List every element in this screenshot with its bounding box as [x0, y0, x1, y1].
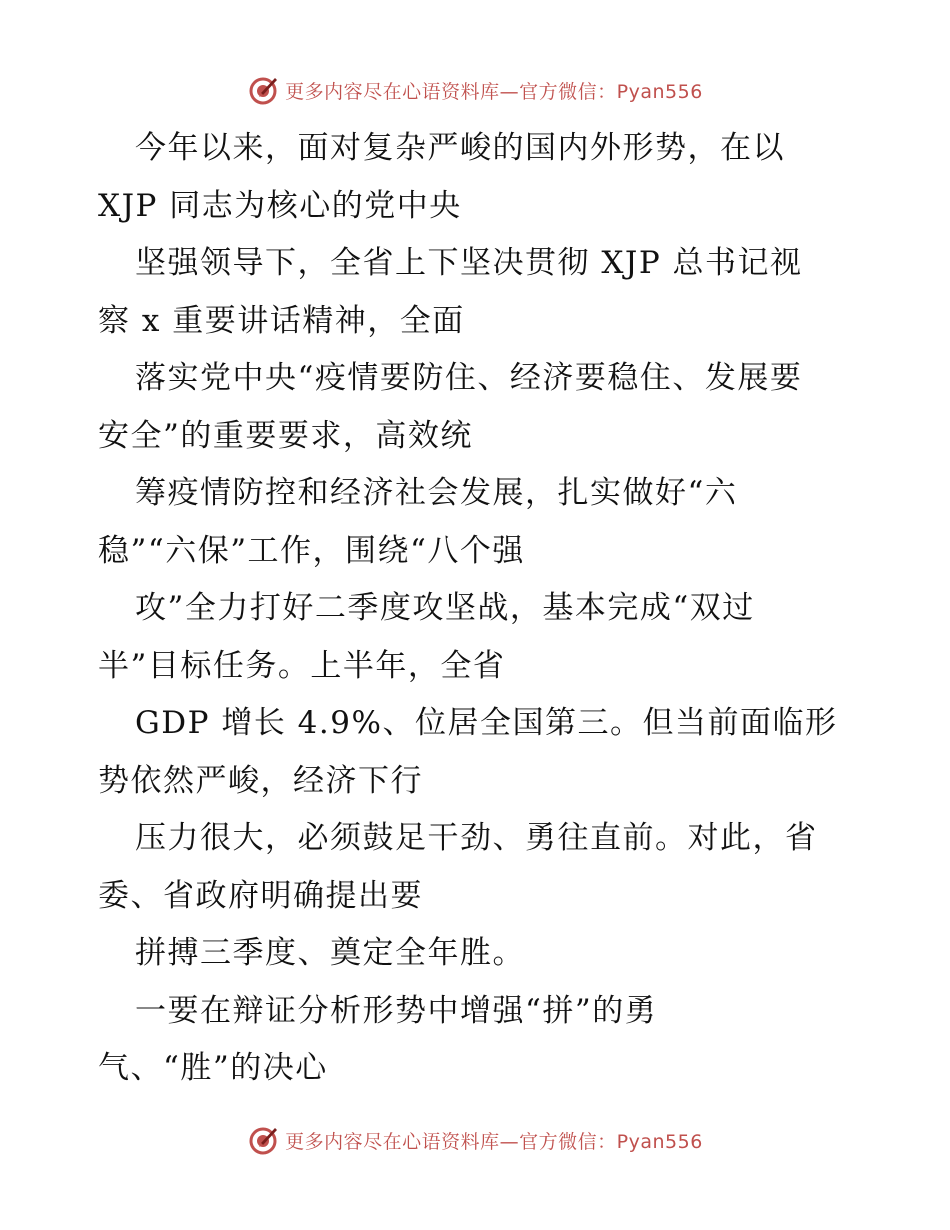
footer-banner-text: 更多内容尽在心语资料库—官方微信：Pyan556: [285, 1130, 703, 1153]
text-line: 安全”的重要要求，高效统: [98, 417, 473, 454]
pen-logo-icon: [247, 1124, 279, 1156]
header-banner-text: 更多内容尽在心语资料库—官方微信：Pyan556: [285, 80, 703, 103]
text-line: 攻”全力打好二季度攻坚战，基本完成“双过: [135, 590, 755, 626]
text-line: 半”目标任务。上半年，全省: [98, 647, 506, 684]
text-line: 落实党中央“疫情要防住、经济要稳住、发展要: [135, 360, 803, 396]
text-line: 筹疫情防控和经济社会发展，扎实做好“六: [135, 475, 738, 511]
document-body: [98, 120, 898, 1098]
text-line: 气、“胜”的决心: [98, 1050, 328, 1086]
text-line: GDP 增长 4.9%、位居全国第三。但当前面临形: [135, 705, 838, 741]
header-banner: [0, 70, 950, 110]
text-line: 今年以来，面对复杂严峻的国内外形势，在以: [135, 130, 785, 166]
text-line: 势依然严峻，经济下行: [98, 762, 423, 799]
text-line: XJP 同志为核心的党中央: [98, 187, 462, 224]
text-line: 稳”“六保”工作，围绕“八个强: [98, 532, 525, 569]
text-line: 拼搏三季度、奠定全年胜。: [135, 935, 525, 971]
text-line: 压力很大，必须鼓足干劲、勇往直前。对此，省: [135, 820, 818, 856]
pen-logo-icon: [247, 74, 279, 106]
footer-banner: [0, 1120, 950, 1160]
text-line: 坚强领导下，全省上下坚决贯彻 XJP 总书记视: [135, 245, 803, 281]
text-line: 一要在辩证分析形势中增强“拼”的勇: [135, 992, 658, 1029]
text-line: 察 x 重要讲话精神，全面: [98, 302, 465, 339]
text-line: 委、省政府明确提出要: [98, 877, 423, 914]
